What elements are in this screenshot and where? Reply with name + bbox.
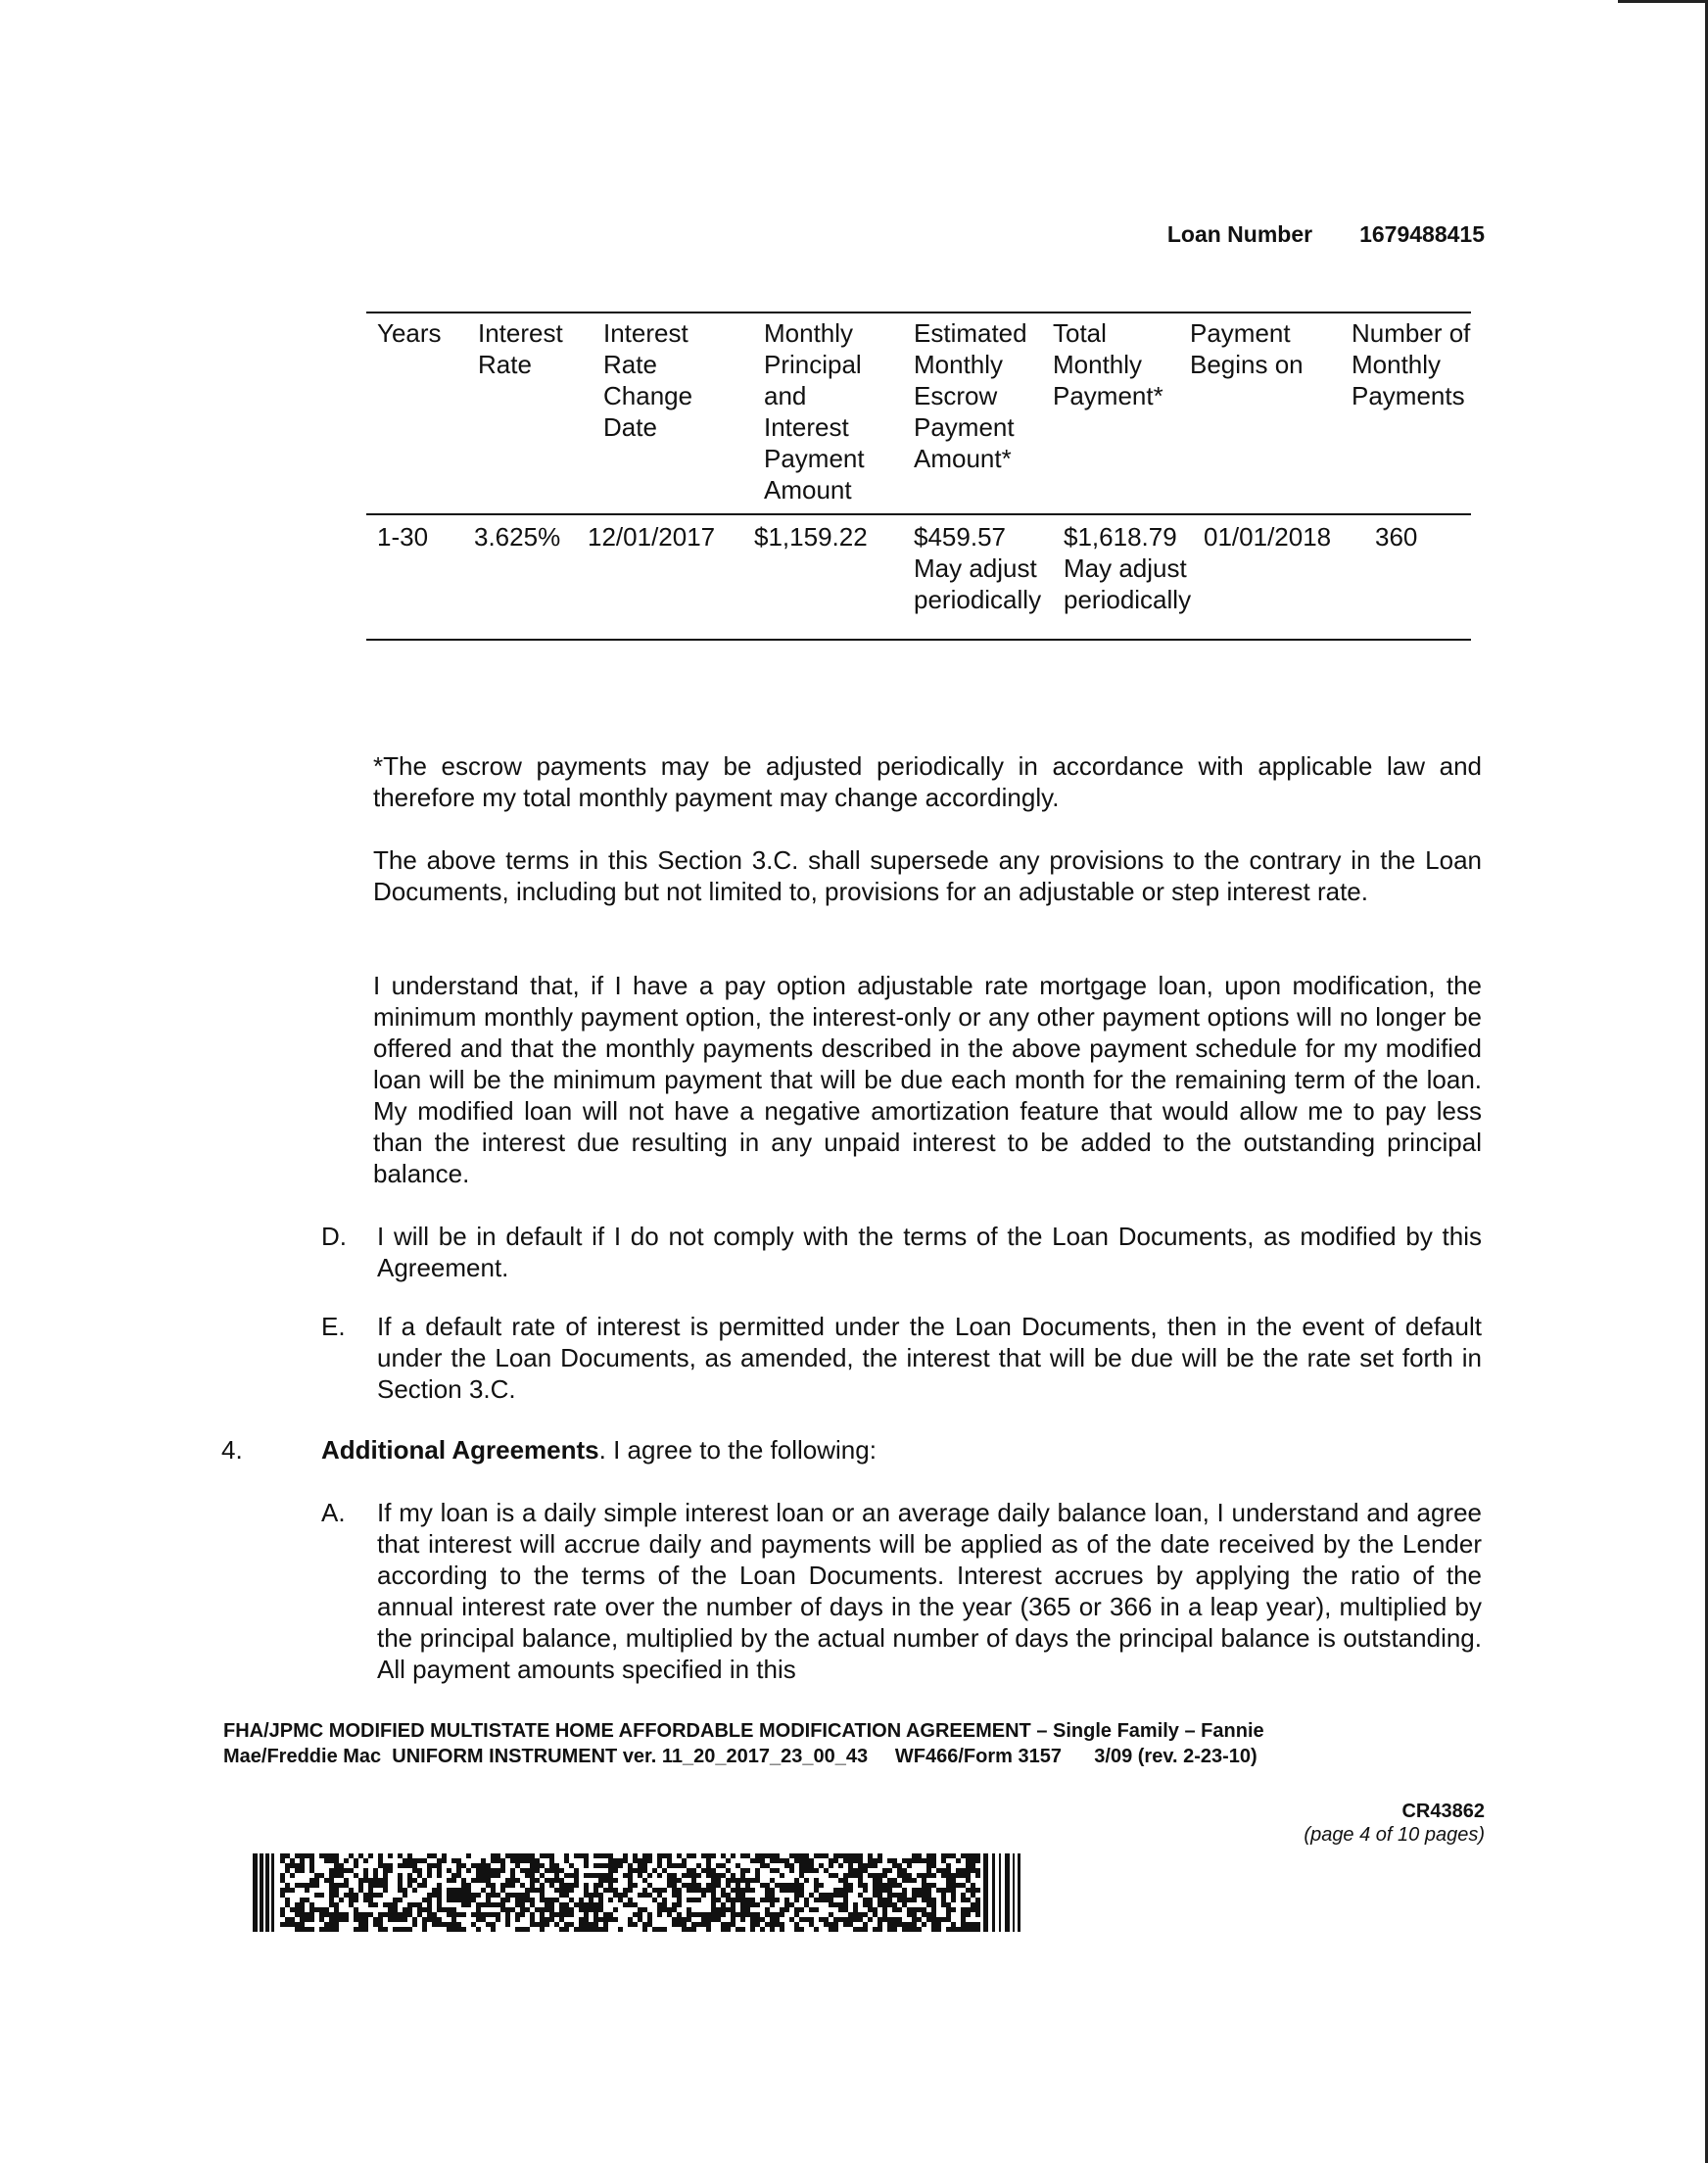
cell-years: 1-30	[377, 522, 429, 552]
barcode-image	[253, 1853, 1020, 1932]
form-code: CR43862	[1401, 1801, 1485, 1822]
item-e-text: If a default rate of interest is permitted under the Loan Documents, then in the event of default under the Loan Documents, as amended, the interest that will be due will be the rate set forth in Section 3.C.	[377, 1312, 1482, 1404]
footer-line-1: FHA/JPMC MODIFIED MULTISTATE HOME AFFORDABLE MODIFICATION AGREEMENT – Single Family – Fannie	[223, 1720, 1264, 1742]
supersede-paragraph: The above terms in this Section 3.C. shall supersede any provisions to the contrary in the Loan Documents, including but not limited to, provisions for an adjustable or step interest rate.	[373, 845, 1482, 906]
loan-number-value: 1679488415	[1359, 221, 1485, 247]
col-header-principal-interest: Monthly Principal and Interest Payment Amount	[764, 318, 865, 505]
section-4-title: Additional Agreements	[321, 1435, 599, 1465]
table-top-rule	[366, 312, 1471, 313]
col-header-rate-change-date: Interest Rate Change Date	[603, 318, 693, 442]
cell-number-of-payments: 360	[1375, 522, 1418, 552]
col-header-number-of-payments: Number of Monthly Payments	[1352, 318, 1471, 410]
cell-principal-interest: $1,159.22	[754, 522, 868, 552]
item-d-text: I will be in default if I do not comply with the terms of the Loan Documents, as modified by this Agreement.	[377, 1222, 1482, 1282]
item-a-text: If my loan is a daily simple interest loan or an average daily balance loan, I understand and agree that interest will accrue daily and payments will be applied as of the date received by the Lender according to the terms of the Loan Documents. Interest accrues by applying the ratio of the annual interest rate over the number of days in the year (365 or 366 in a leap year), multiplied by the principal balance, multiplied by the actual number of days the principal balance is outstanding. All payment amounts specified in this	[377, 1498, 1482, 1684]
table-header-rule	[366, 513, 1471, 515]
cell-escrow: $459.57 May adjust periodically	[914, 522, 1042, 614]
col-header-years: Years	[377, 318, 442, 348]
loan-number-line	[1167, 221, 1485, 248]
loan-number-label: Loan Number	[1166, 221, 1313, 247]
cell-interest-rate: 3.625%	[474, 522, 561, 552]
cell-begins-on: 01/01/2018	[1204, 522, 1332, 552]
footer-line-2: Mae/Freddie Mac UNIFORM INSTRUMENT ver. 11_20_2017_23_00_43 WF466/Form 3157 3/09 (rev. 2-23-10)	[223, 1746, 1257, 1767]
col-header-begins-on: Payment Begins on	[1190, 318, 1304, 379]
item-d-letter: D.	[321, 1222, 347, 1251]
cell-rate-change-date: 12/01/2017	[588, 522, 716, 552]
col-header-interest-rate: Interest Rate	[478, 318, 563, 379]
section-4-intro: . I agree to the following:	[598, 1435, 877, 1465]
item-e-letter: E.	[321, 1312, 346, 1341]
col-header-escrow: Estimated Monthly Escrow Payment Amount*	[914, 318, 1027, 473]
pay-option-paragraph: I understand that, if I have a pay option adjustable rate mortgage loan, upon modification, the minimum monthly payment option, the interest-only or any other payment options will no longer be offered and that the monthly payments described in the above payment schedule for my modified loan will be the minimum payment that will be due each month for the remaining term of the loan. My modified loan will not have a negative amortization feature that would allow me to pay less than the interest due resulting in any unpaid interest to be added to the outstanding principal balance.	[373, 971, 1482, 1188]
table-row	[366, 521, 1471, 639]
col-header-total-payment: Total Monthly Payment*	[1053, 318, 1163, 410]
payment-schedule-table	[366, 312, 1471, 641]
item-a-letter: A.	[321, 1498, 346, 1527]
section-4-number: 4.	[221, 1435, 243, 1465]
table-header-row	[366, 317, 1471, 513]
table-bottom-rule	[366, 639, 1471, 641]
scan-edge-top	[1618, 0, 1708, 3]
cell-total-payment: $1,618.79 May adjust periodically	[1064, 522, 1192, 614]
escrow-note-paragraph: *The escrow payments may be adjusted periodically in accordance with applicable law and therefore my total monthly payment may change accordingly.	[373, 751, 1482, 812]
page-indicator: (page 4 of 10 pages)	[1304, 1824, 1485, 1846]
form-footer	[223, 1718, 1264, 1769]
section-4-heading	[321, 1434, 877, 1466]
